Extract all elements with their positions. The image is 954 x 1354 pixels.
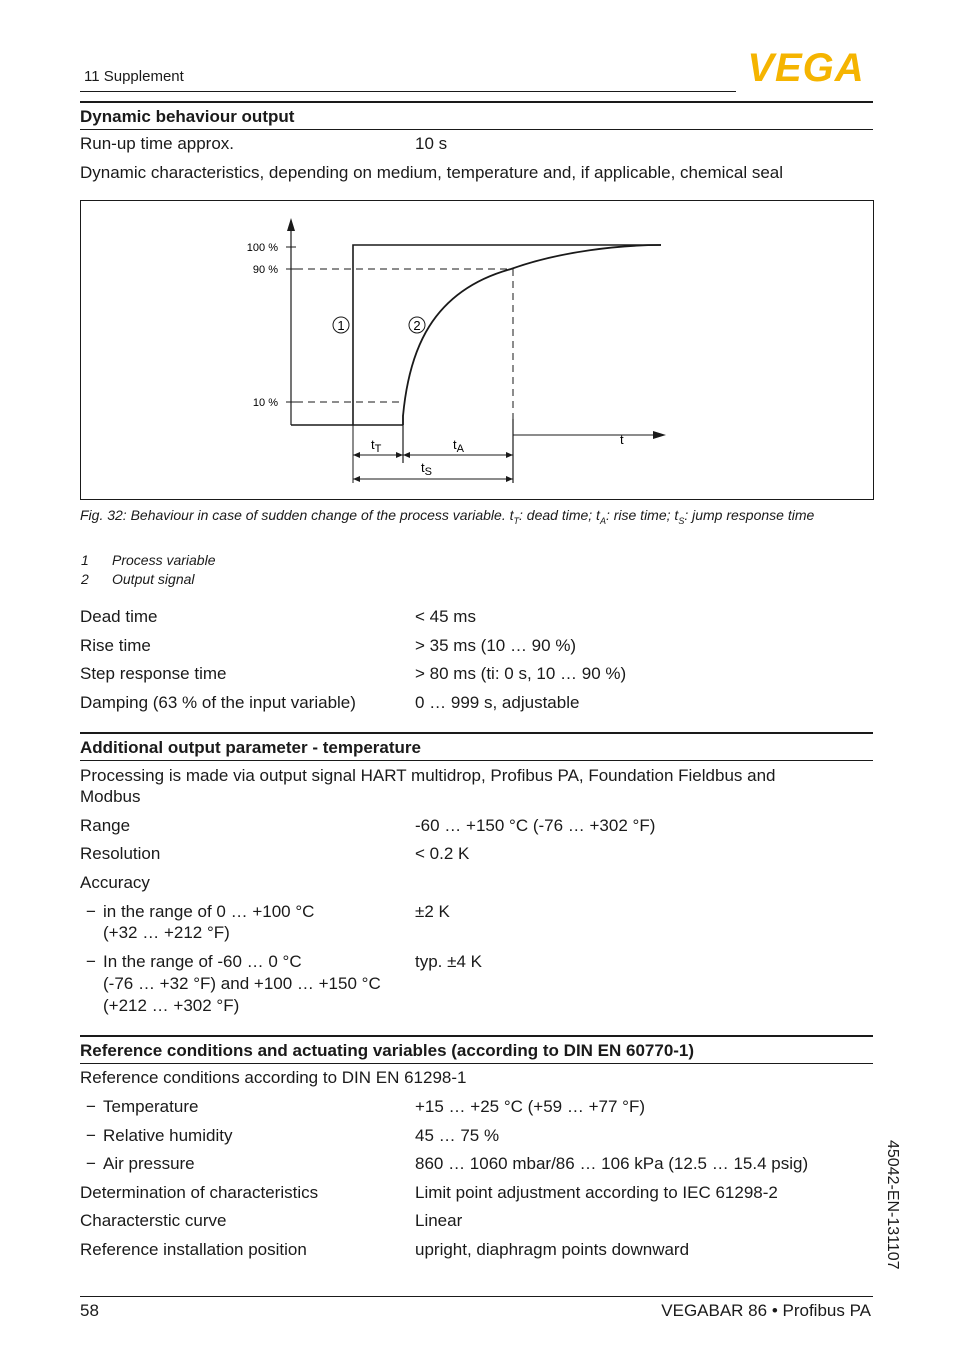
row-value: > 80 ms (ti: 0 s, 10 … 90 %)	[415, 664, 627, 683]
product-name: VEGABAR 86 • Profibus PA	[661, 1301, 871, 1320]
row-label: Damping (63 % of the input variable)	[80, 693, 356, 712]
legend-num-2: 2	[81, 571, 89, 587]
tA-label: $t_A$	[453, 437, 464, 455]
accuracy-2-line1: In the range of -60 … 0 °C	[103, 952, 302, 971]
page-number: 58	[80, 1301, 99, 1320]
response-figure	[80, 200, 874, 500]
header-rule	[80, 91, 736, 92]
accuracy-1-value: ±2 K	[415, 902, 450, 921]
dim-arrow-tS-left	[353, 476, 360, 482]
list-dash: −	[86, 1126, 96, 1145]
reference-title: Reference conditions and actuating variables (according to DIN EN 60770-1)	[80, 1041, 695, 1060]
accuracy-1-line1: in the range of 0 … +100 °C	[103, 902, 315, 921]
figure-caption: Fig. 32: Behaviour in case of sudden change of the process variable. $t_T$: dead time; $t_A$: rise time; $t_S$: jump response time	[80, 507, 815, 526]
section-rule-bottom	[80, 760, 873, 761]
y-label-100: 100 %	[246, 242, 278, 254]
temperature-intro-line2: Modbus	[80, 787, 141, 806]
section-rule-bottom	[80, 129, 873, 130]
ref-row-value: upright, diaphragm points downward	[415, 1240, 690, 1259]
output-signal-curve	[403, 245, 661, 425]
ref-sub-label: Relative humidity	[103, 1126, 233, 1145]
range-value: -60 … +150 °C (-76 … +302 °F)	[415, 816, 656, 835]
list-dash: −	[86, 1154, 96, 1173]
list-dash: −	[86, 952, 96, 971]
tS-label: $t_S$	[421, 460, 432, 478]
runup-label: Run-up time approx.	[80, 134, 235, 153]
tT-label: $t_T$	[371, 437, 382, 455]
accuracy-2-line3: (+212 … +302 °F)	[103, 996, 240, 1015]
y-label-10: 10 %	[252, 397, 278, 409]
accuracy-label: Accuracy	[80, 873, 150, 892]
t-label: t	[620, 432, 624, 447]
y-label-90: 90 %	[252, 264, 278, 276]
accuracy-2-line2: (-76 … +32 °F) and +100 … +150 °C	[103, 974, 381, 993]
ref-sub-label: Air pressure	[103, 1154, 195, 1173]
ref-row-value: Limit point adjustment according to IEC 61298-2	[415, 1183, 778, 1202]
section-title: 11 Supplement	[84, 68, 184, 85]
section-rule-top	[80, 732, 873, 734]
dynamic-title: Dynamic behaviour output	[80, 107, 295, 126]
ref-row-label: Reference installation position	[80, 1240, 307, 1259]
marker-2-label: 2	[413, 318, 421, 333]
dim-arrow-tT-right	[396, 452, 403, 458]
ref-sub-value: +15 … +25 °C (+59 … +77 °F)	[415, 1097, 645, 1116]
dim-arrow-tA-right	[506, 452, 513, 458]
dim-arrow-tT-left	[353, 452, 360, 458]
dynamic-description: Dynamic characteristics, depending on medium, temperature and, if applicable, chemical seal	[80, 163, 784, 182]
row-value: 0 … 999 s, adjustable	[415, 693, 580, 712]
ref-sub-value: 45 … 75 %	[415, 1126, 500, 1145]
row-value: > 35 ms (10 … 90 %)	[415, 636, 577, 655]
range-label: Range	[80, 816, 131, 835]
y-axis-arrow	[287, 218, 295, 231]
temperature-title: Additional output parameter - temperature	[80, 738, 421, 757]
legend-text-2: Output signal	[112, 571, 195, 587]
ref-sub-label: Temperature	[103, 1097, 199, 1116]
dim-arrow-tA-left	[403, 452, 410, 458]
row-label: Step response time	[80, 664, 227, 683]
section-rule-bottom	[80, 1063, 873, 1064]
row-value: < 45 ms	[415, 607, 476, 626]
ref-sub-value: 860 … 1060 mbar/86 … 106 kPa (12.5 … 15.4 psig)	[415, 1154, 809, 1173]
list-dash: −	[86, 1097, 96, 1116]
legend-text-1: Process variable	[112, 552, 216, 568]
row-label: Rise time	[80, 636, 151, 655]
t-axis-arrow	[653, 431, 666, 439]
resolution-label: Resolution	[80, 844, 161, 863]
temperature-intro-line1: Processing is made via output signal HART multidrop, Profibus PA, Foundation Fieldbus and	[80, 766, 776, 785]
reference-intro: Reference conditions according to DIN EN 61298-1	[80, 1068, 467, 1087]
list-dash: −	[86, 902, 96, 921]
section-rule-top	[80, 101, 873, 103]
accuracy-1-line2: (+32 … +212 °F)	[103, 923, 230, 942]
row-label: Dead time	[80, 607, 158, 626]
ref-row-label: Characterstic curve	[80, 1211, 227, 1230]
response-diagram	[81, 201, 873, 499]
marker-1-label: 1	[337, 318, 345, 333]
ref-row-label: Determination of characteristics	[80, 1183, 319, 1202]
document-id: 45042-EN-131107	[884, 1140, 901, 1270]
process-variable-curve	[353, 245, 661, 425]
footer-rule	[80, 1296, 873, 1297]
accuracy-2-value: typ. ±4 K	[415, 952, 482, 971]
dim-arrow-tS-right	[506, 476, 513, 482]
resolution-value: < 0.2 K	[415, 844, 470, 863]
document-id-vertical	[872, 1134, 904, 1294]
runup-value: 10 s	[415, 134, 448, 153]
logo-text: VEGA	[747, 50, 865, 86]
ref-row-value: Linear	[415, 1211, 463, 1230]
section-rule-top	[80, 1035, 873, 1037]
vega-logo	[740, 50, 872, 86]
legend-num-1: 1	[81, 552, 89, 568]
